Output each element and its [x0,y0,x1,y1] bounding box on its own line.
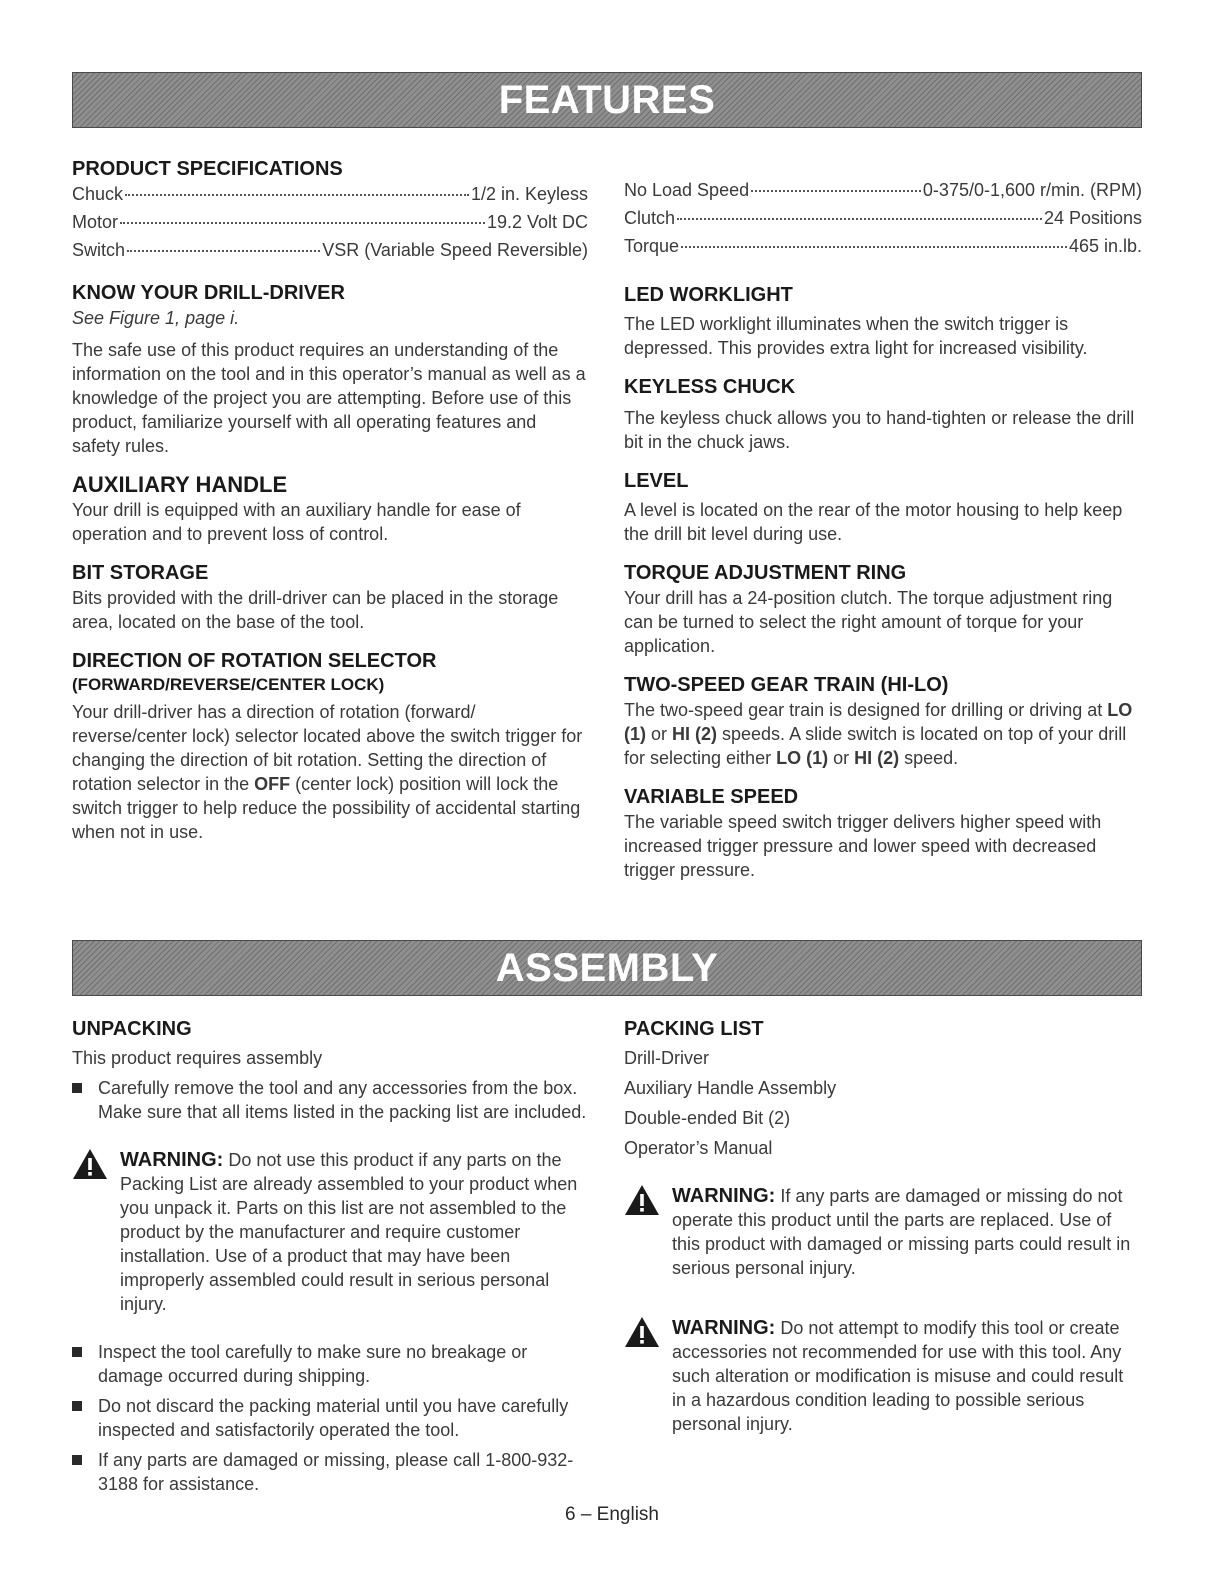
specs-heading: PRODUCT SPECIFICATIONS [72,158,343,180]
product-specifications [72,156,588,266]
dot-leader [125,194,469,196]
variable-speed-section [624,784,1142,882]
spec-value: 0-375/0-1,600 r/min. (RPM) [922,180,1142,200]
packing-item: Double-ended Bit (2) [624,1108,791,1128]
bit-storage-section [72,560,588,634]
unpacking-warning [72,1148,588,1316]
warning-text: If any parts are damaged or missing do not operate this product until the parts are replaced. Use of this product with damaged or missing parts could result in serious personal injury. [672,1186,1131,1278]
unpacking-list-2 [72,1340,588,1496]
warning-triangle-icon [624,1316,660,1348]
unpacking-intro: This product requires assembly [72,1048,323,1068]
figure-reference: See Figure 1, page i. [72,308,240,328]
warning-label: WARNING: [672,1317,776,1339]
spec-label: No Load Speed [624,180,750,200]
direction-heading: DIRECTION OF ROTATION SELECTOR [72,650,437,672]
specs-right [624,178,1142,262]
packing-warning-2 [624,1316,1142,1436]
keyless-chuck-section [624,374,1142,454]
features-banner [72,72,1142,128]
torque-ring-body: Your drill has a 24-position clutch. The torque adjustment ring can be turned to select the right amount of torque for your application. [624,588,1113,656]
assembly-right-column [624,1016,1142,1460]
spec-row [624,206,1142,234]
led-body: The LED worklight illuminates when the switch trigger is depressed. This provides extra light for increased visibility. [624,314,1088,358]
warning-triangle-icon [72,1148,108,1180]
bullet-square-icon [72,1347,82,1357]
packing-item: Operator’s Manual [624,1138,773,1158]
two-speed-heading: TWO-SPEED GEAR TRAIN (HI-LO) [624,674,949,696]
features-right-column [624,178,1142,896]
spec-label: Chuck [72,184,124,204]
warning-triangle-icon [624,1184,660,1216]
list-item: Carefully remove the tool and any accessories from the box. Make sure that all items listed in the packing list are included. [72,1076,588,1124]
packing-heading: PACKING LIST [624,1018,764,1040]
torque-ring-section [624,560,1142,658]
direction-body: Your drill-driver has a direction of rotation (forward/ reverse/center lock) selector located above the switch trigger for changing the direction of bit rotation. Setting the direction of rotation selector in the OFF (center lock) position will lock the switch trigger to help reduce the possibility of accidental starting when not in use. [72,702,583,842]
warning-label: WARNING: [120,1149,224,1171]
spec-label: Switch [72,240,126,260]
dot-leader [127,250,320,252]
list-item: Inspect the tool carefully to make sure no breakage or damage occurred during shipping. [72,1340,588,1388]
keyless-heading: KEYLESS CHUCK [624,376,796,398]
spec-row [72,238,588,266]
dot-leader [677,218,1042,220]
bullet-square-icon [72,1083,82,1093]
packing-list [624,1046,1142,1160]
spec-value: 24 Positions [1043,208,1142,228]
bit-storage-body: Bits provided with the drill-driver can be placed in the storage area, located on the base of the tool. [72,588,559,632]
spec-label: Clutch [624,208,676,228]
warning-label: WARNING: [672,1185,776,1207]
warning-text: Do not attempt to modify this tool or create accessories not recommended for use with this tool. Any such alteration or modification is misuse and could result in a hazardous condition leading to possible serious personal injury. [672,1318,1124,1434]
features-title: FEATURES [498,77,716,122]
packing-warning-1 [624,1184,1142,1280]
variable-body: The variable speed switch trigger delivers higher speed with increased trigger pressure and lower speed with decreased trigger pressure. [624,812,1102,880]
unpacking-list-1 [72,1076,588,1124]
assembly-banner [72,940,1142,996]
warning-text: Do not use this product if any parts on the Packing List are already assembled to your product when you unpack it. Parts on this list are not assembled to the product by the manufacturer and require customer installation. Use of a product that may have been improperly assembled could result in serious personal injury. [120,1150,578,1314]
spec-value: 465 in.lb. [1068,236,1142,256]
know-heading: KNOW YOUR DRILL-DRIVER [72,282,345,304]
bullet-square-icon [72,1401,82,1411]
spec-row [72,210,588,238]
bullet-square-icon [72,1455,82,1465]
led-heading: LED WORKLIGHT [624,284,793,306]
level-section [624,468,1142,546]
know-body: The safe use of this product requires an understanding of the information on the tool and in this operator’s manual as well as a knowledge of the project you are attempting. Before use of this product, familiarize yourself with all operating features and safety rules. [72,340,586,456]
spec-label: Motor [72,212,119,232]
two-speed-section [624,672,1142,770]
aux-heading: AUXILIARY HANDLE [72,472,288,497]
direction-subheading: (FORWARD/REVERSE/CENTER LOCK) [72,675,385,694]
assembly-title: ASSEMBLY [495,945,719,990]
dot-leader [120,222,485,224]
spec-value: 19.2 Volt DC [486,212,588,232]
list-item: If any parts are damaged or missing, please call 1-800-932-3188 for assistance. [72,1448,588,1496]
unpacking-heading: UNPACKING [72,1018,192,1040]
dot-leader [681,246,1067,248]
spec-row [624,178,1142,206]
spec-value: 1/2 in. Keyless [470,184,588,204]
know-your-drill-section [72,280,588,458]
variable-heading: VARIABLE SPEED [624,786,799,808]
direction-selector-section [72,648,588,844]
packing-item: Auxiliary Handle Assembly [624,1078,837,1098]
spec-row [624,234,1142,262]
keyless-body: The keyless chuck allows you to hand-tighten or release the drill bit in the chuck jaws. [624,408,1135,452]
spec-value: VSR (Variable Speed Reversible) [322,240,588,260]
aux-body: Your drill is equipped with an auxiliary handle for ease of operation and to prevent loss of control. [72,500,521,544]
two-speed-body: The two-speed gear train is designed for drilling or driving at LO (1) or HI (2) speeds. A slide switch is located on top of your drill for selecting either LO (1) or HI (2) speed. [624,700,1133,768]
dot-leader [751,190,921,192]
level-heading: LEVEL [624,470,689,492]
bit-storage-heading: BIT STORAGE [72,562,209,584]
auxiliary-handle-section [72,472,588,546]
spec-label: Torque [624,236,680,256]
features-left-column [72,156,588,858]
list-item: Do not discard the packing material until you have carefully inspected and satisfactorily operated the tool. [72,1394,588,1442]
spec-row [72,182,588,210]
packing-item: Drill-Driver [624,1048,709,1068]
level-body: A level is located on the rear of the motor housing to help keep the drill bit level during use. [624,500,1123,544]
led-worklight-section [624,282,1142,360]
torque-ring-heading: TORQUE ADJUSTMENT RING [624,562,907,584]
page-footer: 6 – English [564,1504,659,1525]
assembly-left-column [72,1016,588,1502]
